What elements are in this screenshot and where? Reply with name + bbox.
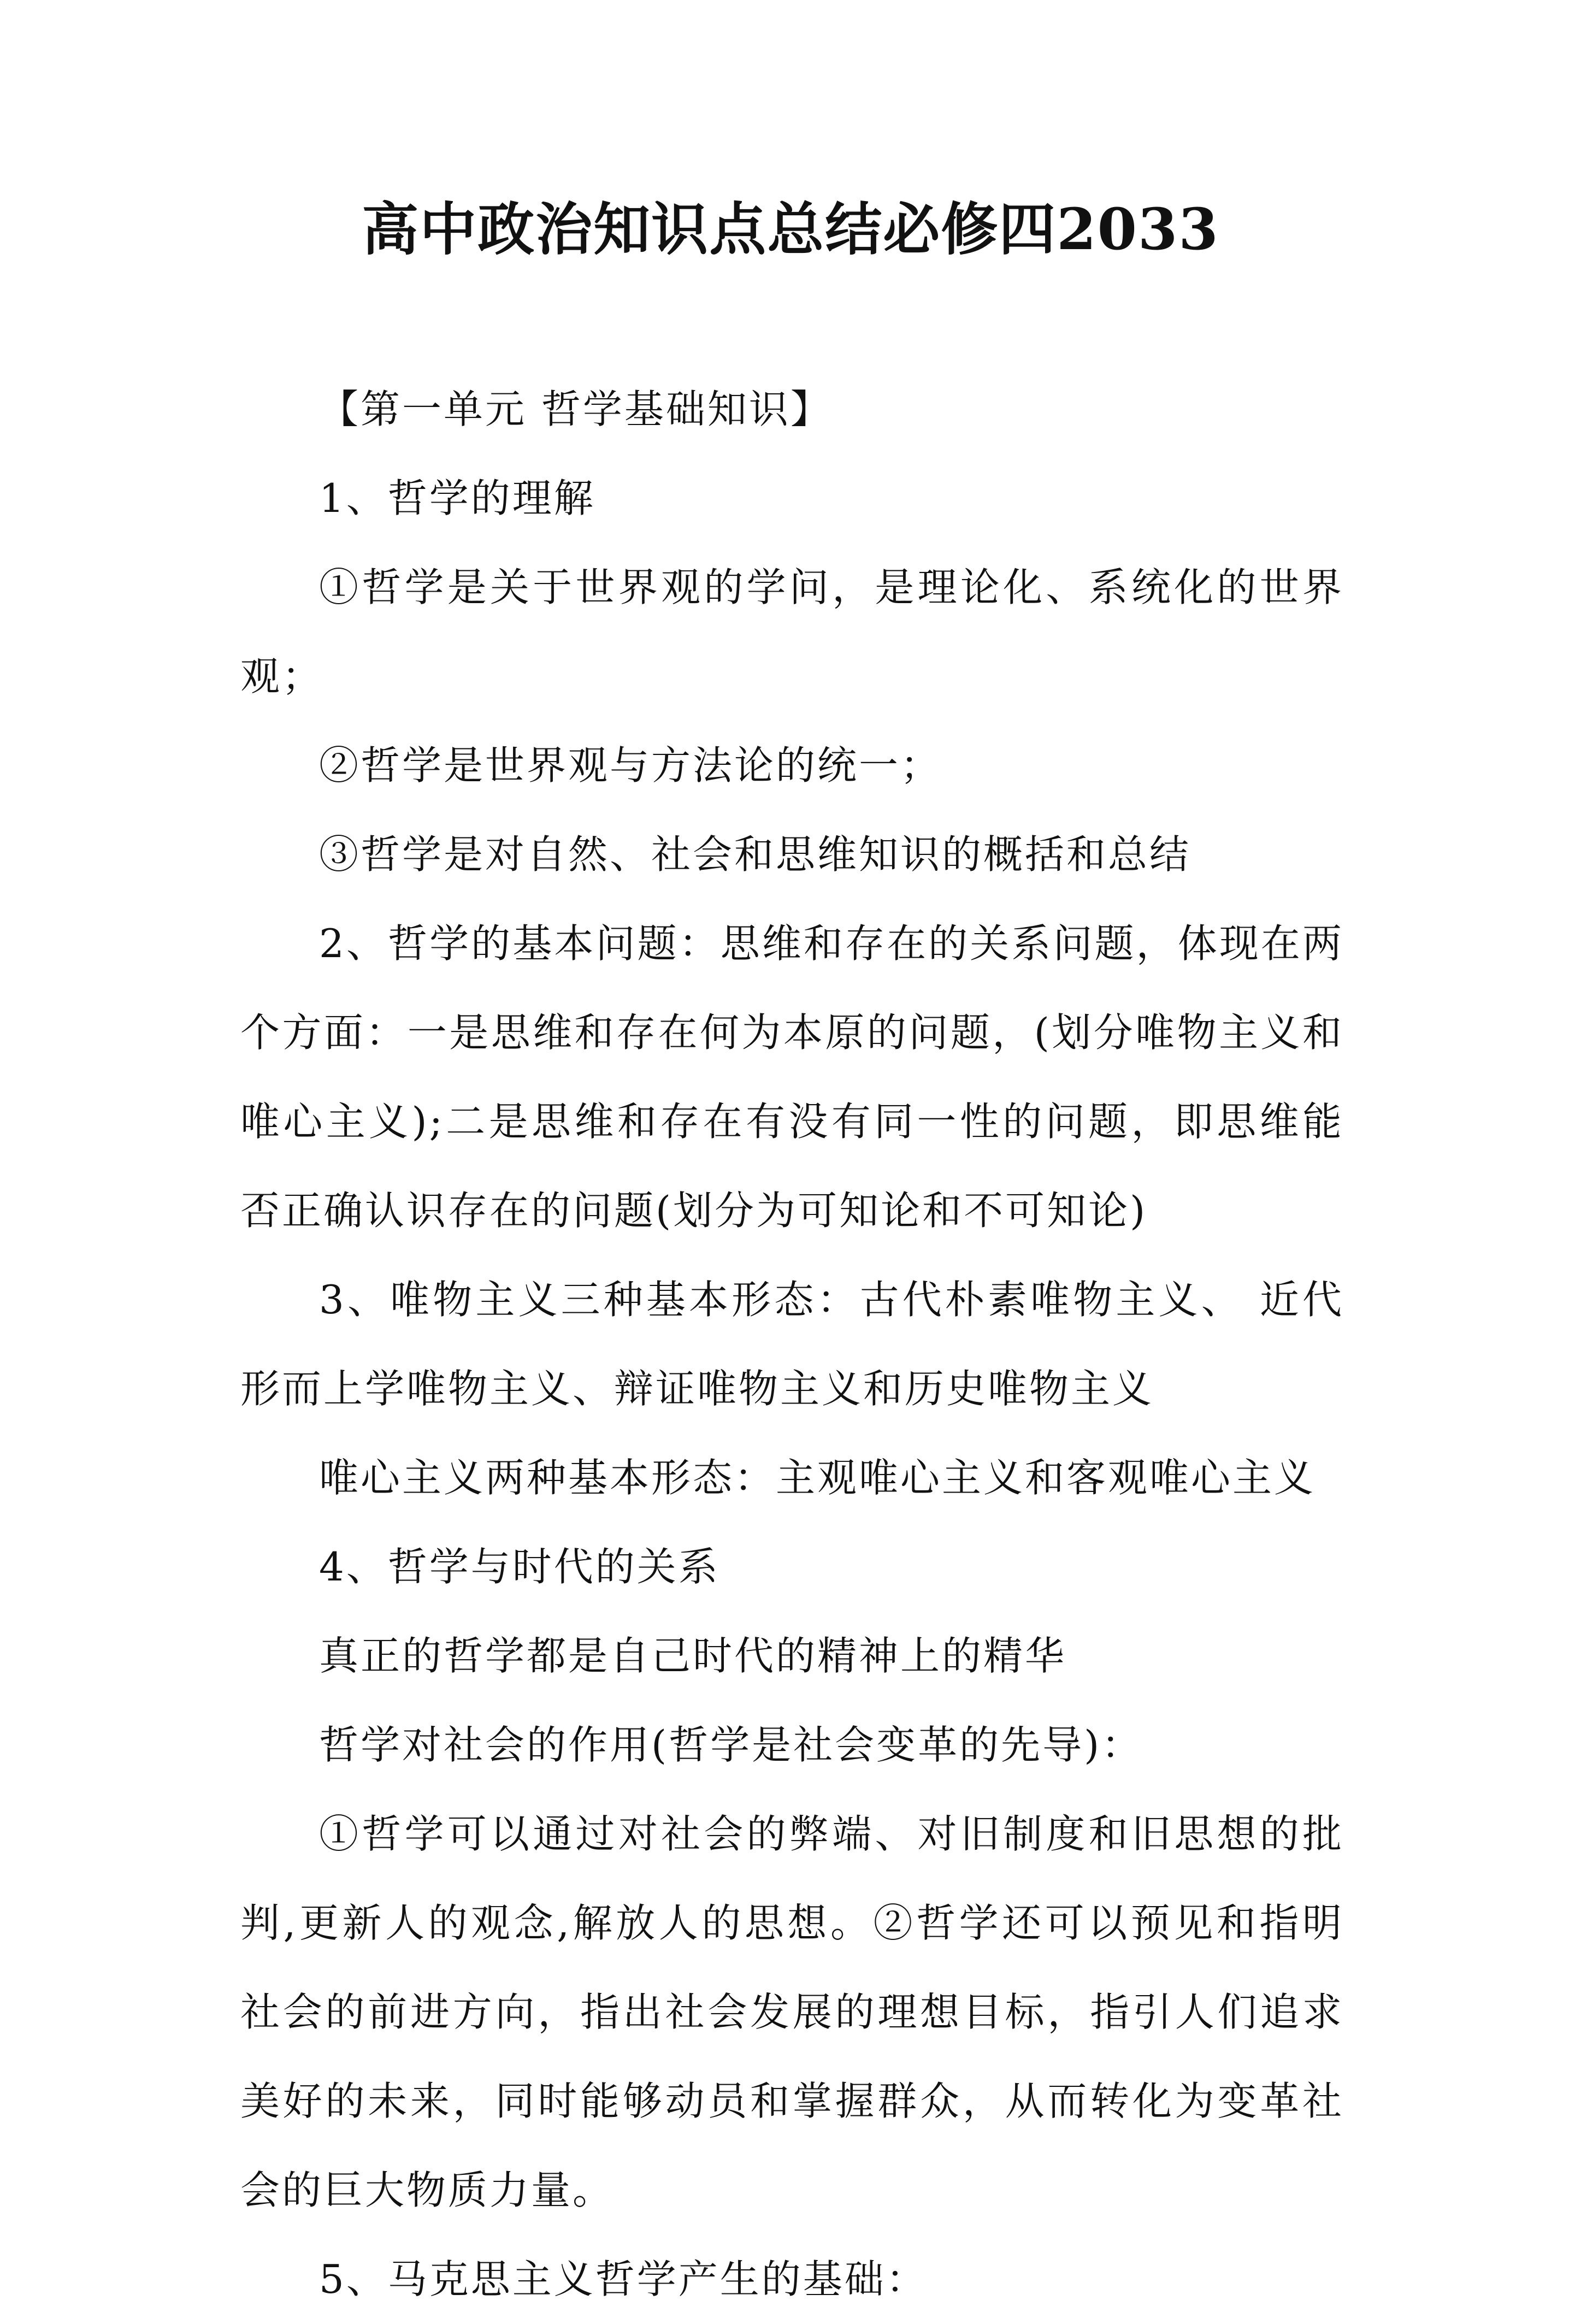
paragraph-unit-heading: 【第一单元 哲学基础知识】 — [319, 386, 832, 432]
paragraph-idealism-forms: 唯心主义两种基本形态：主观唯心主义和客观唯心主义 — [319, 1455, 1316, 1501]
document-body — [240, 365, 1344, 2324]
paragraph-materialism-forms: 3、唯物主义三种基本形态：古代朴素唯物主义、 近代形而上学唯物主义、辩证唯物主义和历史唯物主义 — [240, 1277, 1344, 1412]
paragraph-philosophy-def-2: ②哲学是世界观与方法论的统一； — [319, 742, 942, 788]
paragraph-philosophy-def-3: ③哲学是对自然、社会和思维知识的概括和总结 — [319, 831, 1191, 877]
document-title: 高中政治知识点总结必修四2033 — [362, 196, 1219, 263]
paragraph-section-5-heading: 5、马克思主义哲学产生的基础： — [319, 2256, 928, 2302]
paragraph-section-4-heading: 4、哲学与时代的关系 — [319, 1544, 720, 1590]
paragraph-philosophy-def-1: ①哲学是关于世界观的学问，是理论化、系统化的世界观； — [240, 564, 1344, 699]
paragraph-basic-question: 2、哲学的基本问题：思维和存在的关系问题，体现在两个方面：一是思维和存在何为本原的问题，(划分唯物主义和唯心主义);二是思维和存在有没有同一性的问题，即思维能否正确认识存在的问题(划分为可知论和不可知论) — [240, 921, 1344, 1234]
paragraph-social-role-detail: ①哲学可以通过对社会的弊端、对旧制度和旧思想的批判,更新人的观念,解放人的思想。②哲学还可以预见和指明社会的前进方向，指出社会发展的理想目标，指引人们追求美好的未来，同时能够动员和掌握群众，从而转化为变革社会的巨大物质力量。 — [240, 1811, 1344, 2213]
paragraph-social-role-heading: 哲学对社会的作用(哲学是社会变革的先导)： — [319, 1722, 1143, 1768]
paragraph-section-1-heading: 1、哲学的理解 — [319, 475, 595, 521]
paragraph-era-essence: 真正的哲学都是自己时代的精神上的精华 — [319, 1633, 1067, 1679]
